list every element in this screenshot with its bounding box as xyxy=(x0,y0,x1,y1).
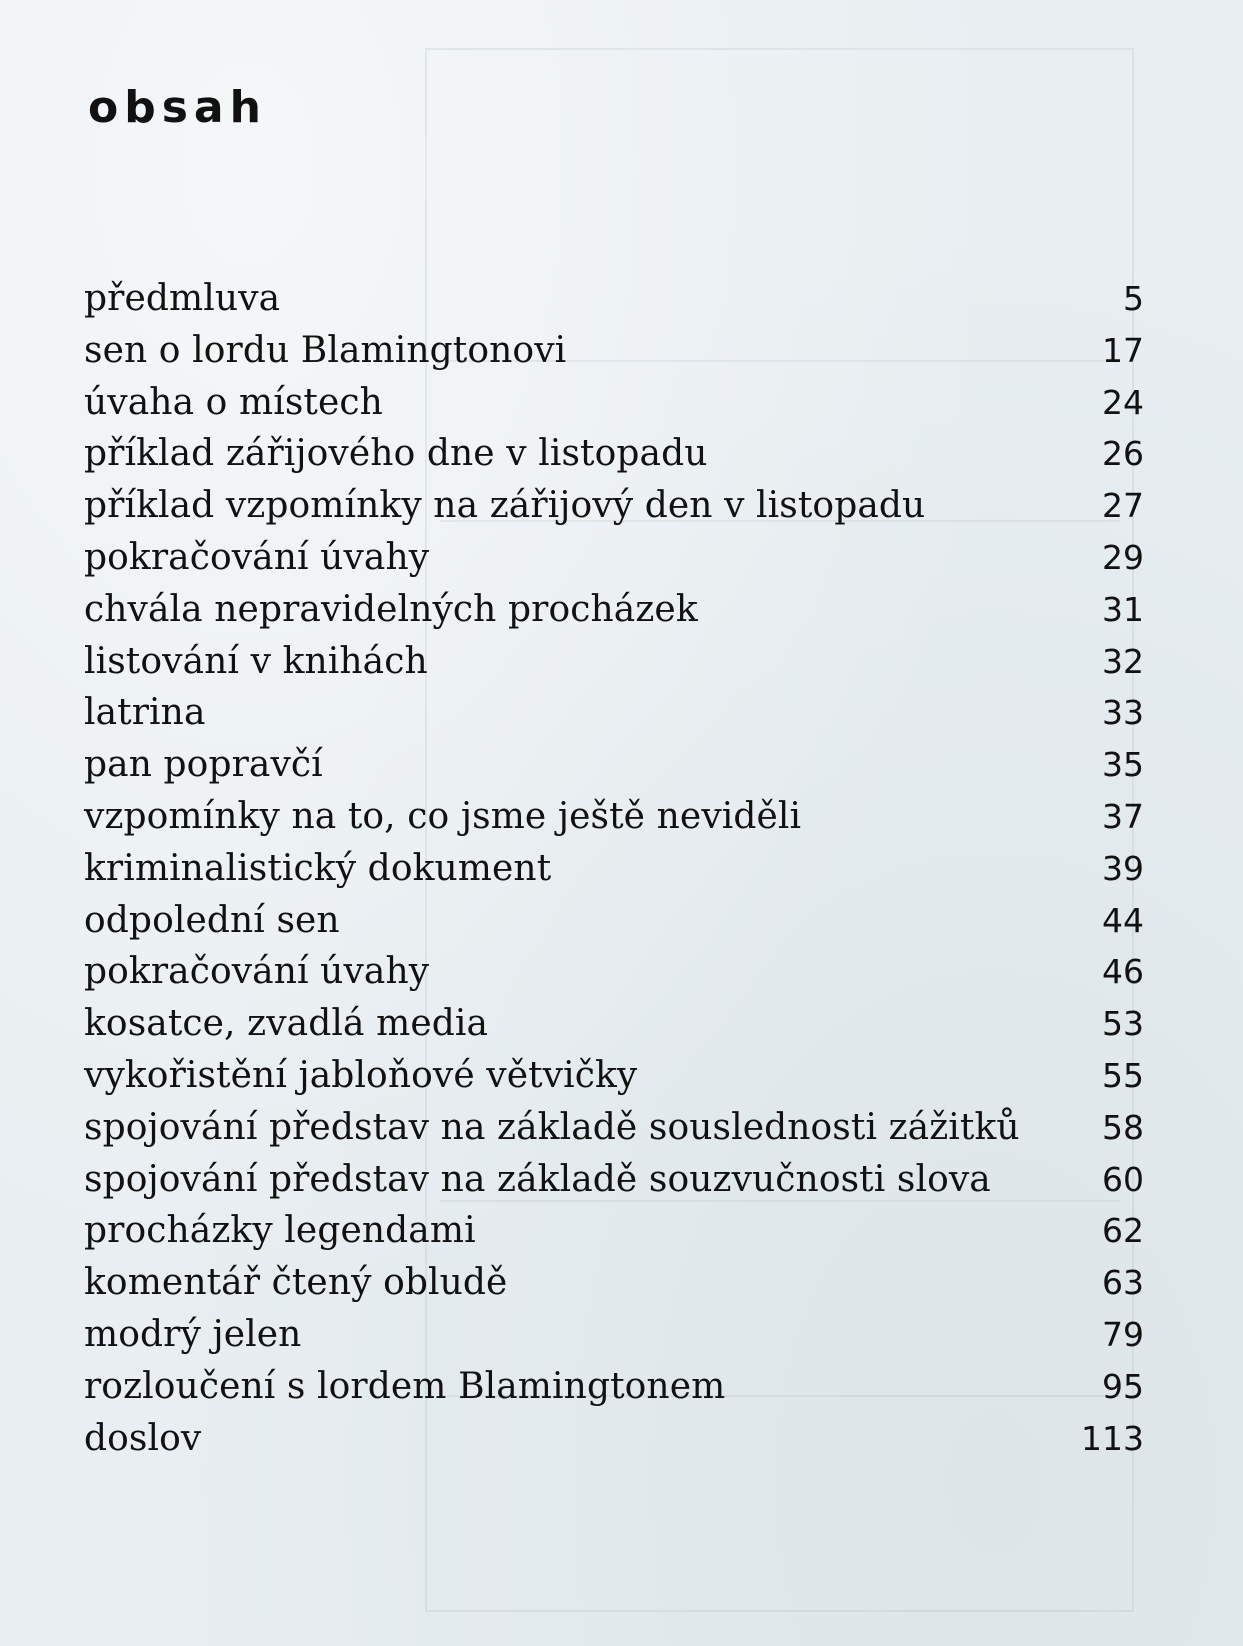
entry-page-number: 113 xyxy=(1081,1418,1144,1458)
entry-page-number: 29 xyxy=(1102,537,1144,577)
entry-title: sen o lordu Blamingtonovi xyxy=(84,329,567,371)
entry-title: pokračování úvahy xyxy=(84,951,430,993)
entry-title: procházky legendami xyxy=(84,1210,476,1252)
toc-entry xyxy=(84,1159,1144,1211)
entry-title: odpolední sen xyxy=(84,899,340,941)
page-title: obsah xyxy=(88,82,267,133)
toc-entry xyxy=(84,796,1144,848)
entry-title: předmluva xyxy=(84,278,281,319)
entry-page-number: 33 xyxy=(1102,693,1144,733)
toc-entry xyxy=(84,537,1144,589)
toc-entry xyxy=(84,1366,1144,1418)
toc-entry xyxy=(84,330,1144,382)
toc-entry xyxy=(84,433,1144,485)
entry-page-number: 53 xyxy=(1102,1004,1144,1044)
entry-title: vzpomínky na to, co jsme ještě neviděli xyxy=(84,795,802,837)
toc-entry xyxy=(84,1055,1144,1107)
entry-title: kosatce, zvadlá media xyxy=(84,1003,489,1045)
entry-title: pokračování úvahy xyxy=(84,536,430,578)
entry-page-number: 17 xyxy=(1102,330,1144,370)
entry-title: spojování představ na základě souslednosti zážitků xyxy=(84,1106,1020,1148)
entry-title: chvála nepravidelných procházek xyxy=(84,588,698,630)
toc-entry xyxy=(84,1003,1144,1055)
toc-entry xyxy=(84,692,1144,744)
entry-page-number: 31 xyxy=(1102,589,1144,629)
entry-page-number: 55 xyxy=(1102,1055,1144,1095)
toc-entry xyxy=(84,1314,1144,1366)
toc-entry xyxy=(84,951,1144,1003)
entry-page-number: 62 xyxy=(1102,1211,1144,1251)
entry-title: spojování představ na základě souzvučnosti slova xyxy=(84,1158,991,1200)
entry-page-number: 95 xyxy=(1102,1366,1144,1406)
toc-entry xyxy=(84,589,1144,641)
toc-entry xyxy=(84,1418,1144,1470)
entry-page-number: 26 xyxy=(1102,434,1144,474)
toc-entry xyxy=(84,278,1144,330)
entry-page-number: 37 xyxy=(1102,796,1144,836)
entry-page-number: 24 xyxy=(1102,382,1144,422)
entry-page-number: 27 xyxy=(1102,486,1144,526)
table-of-contents xyxy=(84,278,1144,1469)
toc-entry xyxy=(84,900,1144,952)
toc-entry xyxy=(84,1262,1144,1314)
entry-page-number: 35 xyxy=(1102,745,1144,785)
entry-title: rozloučení s lordem Blamingtonem xyxy=(84,1365,726,1407)
toc-entry xyxy=(84,1210,1144,1262)
toc-entry xyxy=(84,1107,1144,1159)
entry-page-number: 63 xyxy=(1102,1263,1144,1303)
entry-page-number: 60 xyxy=(1102,1159,1144,1199)
entry-title: pan popravčí xyxy=(84,744,323,786)
entry-title: příklad vzpomínky na zářijový den v listopadu xyxy=(84,485,926,527)
toc-entry xyxy=(84,848,1144,900)
entry-title: příklad zářijového dne v listopadu xyxy=(84,433,708,475)
toc-entry xyxy=(84,485,1144,537)
toc-entry xyxy=(84,641,1144,693)
entry-title: listování v knihách xyxy=(84,640,428,682)
entry-title: latrina xyxy=(84,692,206,734)
toc-entry xyxy=(84,744,1144,796)
entry-page-number: 44 xyxy=(1102,900,1144,940)
entry-page-number: 32 xyxy=(1102,641,1144,681)
entry-page-number: 58 xyxy=(1102,1107,1144,1147)
entry-title: vykořistění jabloňové větvičky xyxy=(84,1054,638,1096)
entry-page-number: 5 xyxy=(1123,279,1144,318)
entry-title: kriminalistický dokument xyxy=(84,847,552,889)
toc-entry xyxy=(84,382,1144,434)
entry-page-number: 46 xyxy=(1102,952,1144,992)
entry-title: modrý jelen xyxy=(84,1313,302,1355)
entry-page-number: 79 xyxy=(1102,1314,1144,1354)
entry-title: úvaha o místech xyxy=(84,381,383,423)
entry-title: komentář čtený obludě xyxy=(84,1262,508,1304)
entry-title: doslov xyxy=(84,1417,202,1459)
entry-page-number: 39 xyxy=(1102,848,1144,888)
